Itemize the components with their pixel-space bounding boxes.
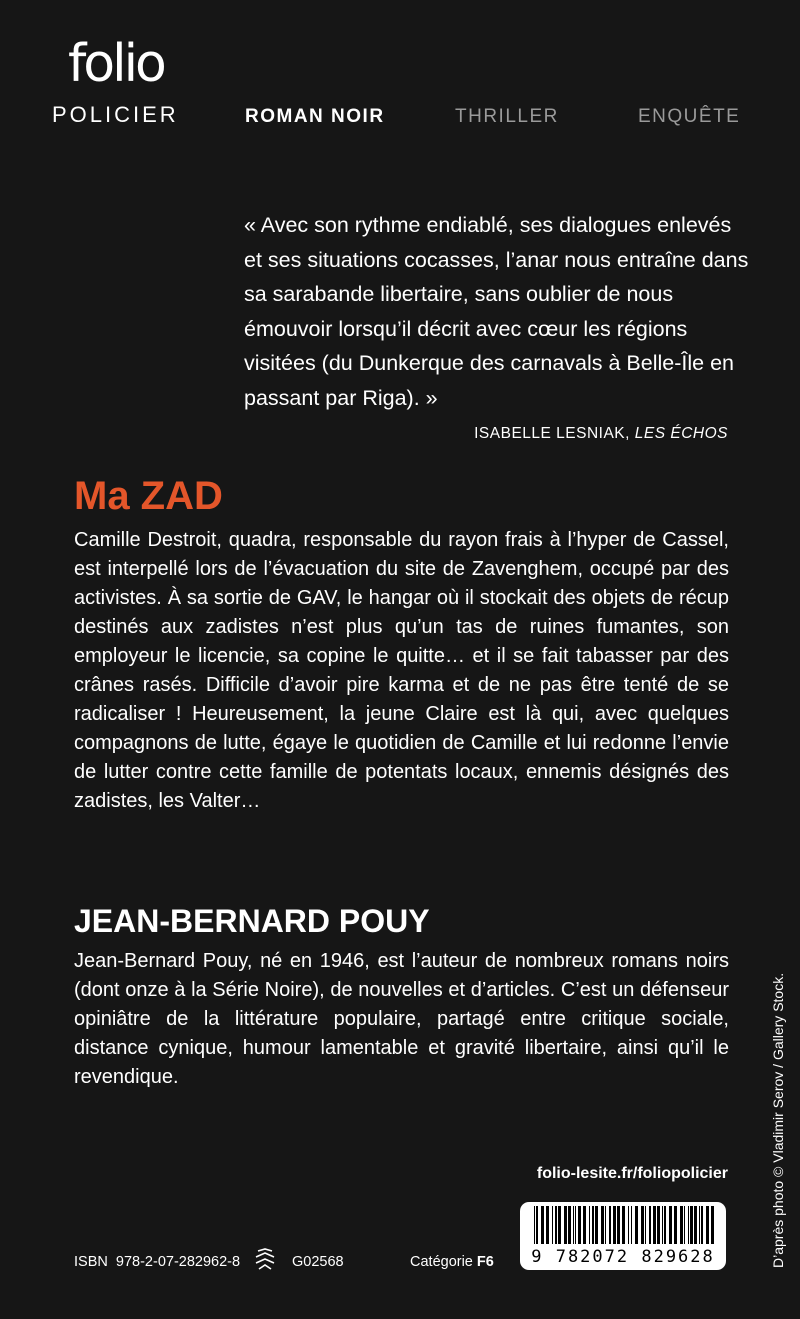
barcode-bar <box>589 1206 590 1244</box>
barcode-bar <box>701 1206 703 1244</box>
barcode-digits: 9 782072 829628 <box>531 1247 715 1267</box>
barcode-bar <box>711 1206 714 1244</box>
barcode-bar <box>534 1206 535 1244</box>
barcode-bar <box>601 1206 604 1244</box>
barcode-bar <box>552 1206 553 1244</box>
isbn-number: 978-2-07-282962-8 <box>115 1254 241 1270</box>
barcode-bar <box>688 1206 689 1244</box>
barcode <box>520 1202 726 1270</box>
barcode-bar <box>669 1206 672 1244</box>
barcode-bar <box>641 1206 644 1244</box>
barcode-bar <box>645 1206 646 1244</box>
barcode-bar <box>564 1206 567 1244</box>
barcode-bar <box>575 1206 576 1244</box>
barcode-bar <box>662 1206 663 1244</box>
barcode-bar <box>635 1206 638 1244</box>
photo-credit: D’après photo © Vladimir Serov / Gallery Stock. <box>770 972 786 1268</box>
press-quote: « Avec son rythme endiablé, ses dialogues enlevés et ses situations cocasses, l’anar nous entraîne dans sa sarabande libertaire, sans oublier de nous émouvoir lorsqu’il décrit avec cœur les régions visitées (du Dunkerque des carnavals à Belle-Île en passant par Riga). » <box>244 213 749 410</box>
barcode-bar <box>536 1206 538 1244</box>
isbn-label: ISBN <box>74 1254 108 1270</box>
barcode-bar <box>573 1206 574 1244</box>
barcode-bar <box>684 1206 685 1244</box>
genre-enquete: ENQUÊTE <box>638 106 741 127</box>
barcode-bar <box>706 1206 709 1244</box>
barcode-bar <box>595 1206 598 1244</box>
barcode-bar <box>622 1206 625 1244</box>
barcode-bar <box>664 1206 666 1244</box>
book-summary: Camille Destroit, quadra, responsable du rayon frais à l’hyper de Cassel, est interpellé lors de l’évacuation du site de Zavenghem, occupé par des activistes. À sa sortie de GAV, le hangar où il stockait des objets de récup destinés aux zadistes n’est plus qu’un tas de ruines fumantes, son employeur le licencie, sa copine le quitte… et il se fait tabasser par des crânes rasés. Difficile d’avoir pire karma et de ne pas être tenté de se radicaliser ! Heureusement, la jeune Claire est là qui, avec quelques compagnons de lutte, égaye le quotidien de Camille et lui redonne l’envie de lutter contre cette famille de potentats locaux, ennemis désignés des zadistes, les Valter… <box>74 529 729 812</box>
barcode-bar <box>631 1206 632 1244</box>
barcode-bar <box>653 1206 656 1244</box>
barcode-bar <box>558 1206 561 1244</box>
barcode-bar <box>690 1206 693 1244</box>
isbn <box>74 1254 240 1270</box>
publisher-emblem-icon <box>253 1248 277 1270</box>
author-name: JEAN-BERNARD POUY <box>74 903 430 939</box>
category-label: Catégorie <box>410 1254 473 1270</box>
barcode-bar <box>578 1206 581 1244</box>
barcode-bar <box>617 1206 620 1244</box>
barcode-bar <box>680 1206 683 1244</box>
barcode-bar <box>628 1206 629 1244</box>
barcode-bar <box>583 1206 586 1244</box>
website-link[interactable]: folio-lesite.fr/foliopolicier <box>536 1165 728 1182</box>
barcode-bars <box>520 1202 726 1248</box>
quote-publication: LES ÉCHOS <box>634 425 728 442</box>
barcode-bar <box>609 1206 611 1244</box>
barcode-bar <box>699 1206 700 1244</box>
author-bio: Jean-Bernard Pouy, né en 1946, est l’auteur de nombreux romans noirs (dont onze à la Série Noire), de nouvelles et d’articles. C’est un défenseur opiniâtre de la littérature populaire, partagé entre critique sociale, distance cynique, humour lamentable et gravité libertaire, ainsi qu’il le revendique. <box>74 950 729 1088</box>
book-title: Ma ZAD <box>74 474 223 518</box>
barcode-bar <box>541 1206 544 1244</box>
quote-source <box>474 424 728 444</box>
barcode-bar <box>613 1206 616 1244</box>
barcode-bar <box>649 1206 651 1244</box>
collection-name: POLICIER <box>52 102 179 127</box>
genre-thriller: THRILLER <box>455 106 559 127</box>
internal-code: G02568 <box>292 1254 344 1270</box>
genre-roman-noir: ROMAN NOIR <box>245 106 385 127</box>
category <box>410 1254 494 1270</box>
barcode-bar <box>605 1206 606 1244</box>
category-value: F6 <box>476 1254 494 1270</box>
quote-author: ISABELLE LESNIAK, <box>474 425 630 442</box>
barcode-bar <box>674 1206 677 1244</box>
barcode-bar <box>592 1206 594 1244</box>
barcode-bar <box>555 1206 557 1244</box>
barcode-bar <box>568 1206 571 1244</box>
barcode-bar <box>546 1206 549 1244</box>
barcode-bar <box>657 1206 660 1244</box>
folio-logo: folio <box>68 34 164 94</box>
barcode-bar <box>694 1206 697 1244</box>
